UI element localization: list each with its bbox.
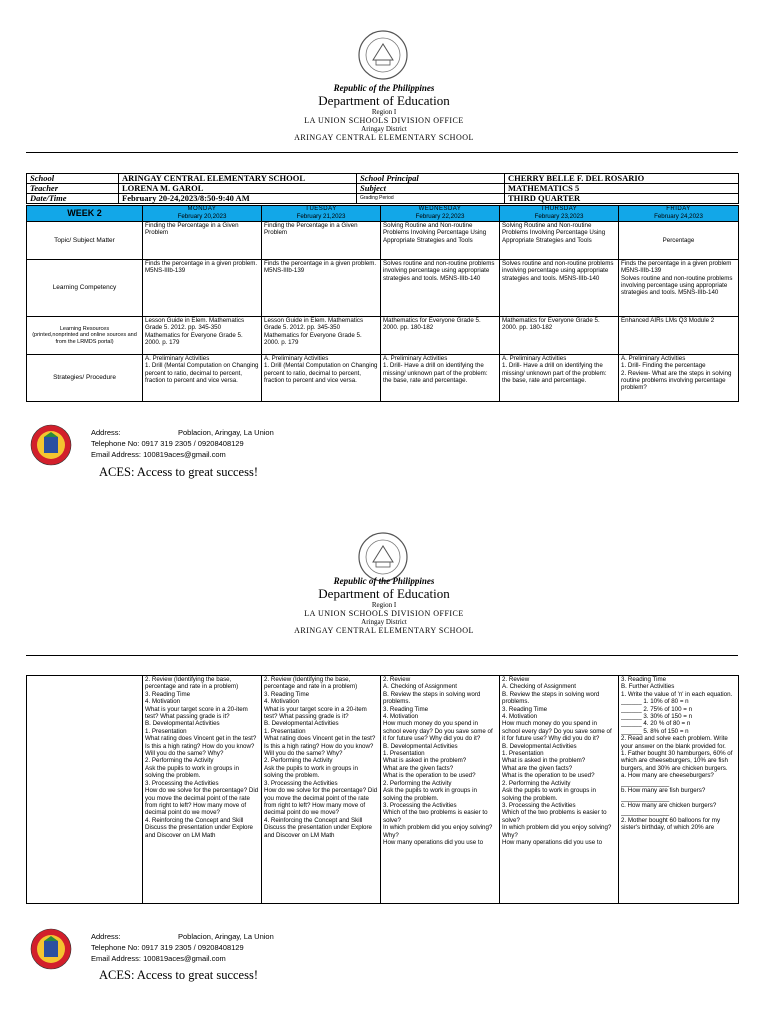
table-cell: 3. Reading Time B. Further Activities 1. Write the value of 'n' in each equation. ______ 1. 10% of 80 = n ______ 2. 75% of 100 = n ______ 3. 30% of 150 = n ______ 4. 20 % of 80 = n ______ 5. 8% of 150 = n 2. Read and solve each problem. Write your answer on the blank provided for. 1. Father bought 30 hamburgers, 60% of which are cheeseburgers, 10% are fish burgers, and 30% are chicken burgers. a. How many are cheeseburgers? ______________ b. How many are fish burgers? ______________ c. How many are chicken burgers? ______________ 2. Mother bought 60 balloons for my sister's birthday, of which 20% are xyxy=(619,676,739,904)
table-cell: Percentage xyxy=(619,221,739,259)
lesson-plan-table-continued xyxy=(26,675,739,904)
strategies-row-continued xyxy=(27,676,739,904)
table-cell: Solving Routine and Non-routine Problems Involving Percentage Using Appropriate Strategies and Tools xyxy=(500,221,619,259)
day-header: TUESDAY February 21,2023 xyxy=(262,206,381,222)
table-cell: 2. Review (Identifying the base, percentage and rate in a problem) 3. Reading Time 4. Motivation What is your target score in a 20-item test? What passing grade is it? B. Developmental Activities 1. Presentation What rating does Vincent get in the test? Is this a high rating? How do you know? Will you do the same? Why? 2. Performing the Activity Ask the pupils to work in groups in solving the problem. 3. Processing the Activities How do we solve for the percentage? Did you move the decimal point of the rate from right to left? How many move of decimal point do we move? 4. Reinforcing the Concept and Skill Discuss the presentation under Explore and Discover on LM Math xyxy=(262,676,381,904)
phone-label: Telephone No: xyxy=(91,943,140,952)
region-text: Region I xyxy=(371,601,397,609)
day-header-row xyxy=(27,206,739,222)
deped-seal-icon xyxy=(358,30,408,80)
letterhead xyxy=(0,576,768,635)
school-logo-icon xyxy=(30,928,72,970)
table-cell: Solving Routine and Non-routine Problems Involving Percentage Using Appropriate Strategies and Tools xyxy=(381,221,500,259)
table-cell: Enhanced AIRs LMs Q3 Module 2 xyxy=(619,316,739,354)
row-label: Learning Competency xyxy=(27,259,143,316)
datetime-value: February 20-24,2023/8:50-9:40 AM xyxy=(119,194,357,204)
letterhead xyxy=(0,83,768,142)
department-text: Department of Education xyxy=(318,93,450,108)
table-cell: A. Preliminary Activities 1. Drill (Mental Computation on Changing percent to ratio, decimal to percent, fraction to percent and vice versa. xyxy=(262,354,381,401)
division-text: LA UNION SCHOOLS DIVISION OFFICE xyxy=(304,116,464,125)
table-cell: Finds the percentage in a given problem. M5NS-IIIb-139 xyxy=(143,259,262,316)
address-value: Poblacion, Aringay, La Union xyxy=(178,932,274,941)
department-text: Department of Education xyxy=(318,586,450,601)
school-label: School xyxy=(27,174,119,184)
strategies-row xyxy=(27,354,739,401)
day-header: FRIDAY February 24,2023 xyxy=(619,206,739,222)
school-text: ARINGAY CENTRAL ELEMENTARY SCHOOL xyxy=(294,133,474,142)
principal-value: CHERRY BELLE F. DEL ROSARIO xyxy=(505,174,739,184)
header-divider xyxy=(26,655,738,656)
row-label: Strategies/ Procedure xyxy=(27,354,143,401)
day-header: THURSDAY February 23,2023 xyxy=(500,206,619,222)
table-cell: Finds the percentage in a given problem. M5NS-IIIb-139 xyxy=(262,259,381,316)
row-label: Learning Resources (printed,nonprinted and online sources and from the LRMDS portal) xyxy=(27,316,143,354)
table-cell: Mathematics for Everyone Grade 5. 2000. pp. 180-182 xyxy=(500,316,619,354)
table-cell: Finding the Percentage in a Given Problem xyxy=(262,221,381,259)
email-label: Email Address: xyxy=(91,954,142,963)
table-cell: Solves routine and non-routine problems involving percentage using appropriate strategies and tools. M5NS-IIIb-140 xyxy=(381,259,500,316)
deped-seal-icon xyxy=(358,532,408,582)
day-header: MONDAY February 20,2023 xyxy=(143,206,262,222)
day-header: WEDNESDAY February 22,2023 xyxy=(381,206,500,222)
phone-value: 0917 319 2305 / 09208408129 xyxy=(141,943,244,952)
email-value: 100819aces@gmail.com xyxy=(143,450,226,459)
republic-text: Republic of the Philippines xyxy=(333,83,435,93)
grading-value: THIRD QUARTER xyxy=(505,194,739,204)
school-text: ARINGAY CENTRAL ELEMENTARY SCHOOL xyxy=(294,626,474,635)
topic-row xyxy=(27,221,739,259)
table-cell: A. Preliminary Activities 1. Drill- Finding the percentage 2. Review- What are the steps in solving routine problems involving percentage problem? xyxy=(619,354,739,401)
table-cell: Lesson Guide in Elem. Mathematics Grade 5. 2012. pp. 345-350 Mathematics for Everyone Grade 5. 2000. p. 179 xyxy=(262,316,381,354)
address-label: Address: xyxy=(91,428,121,437)
email-value: 100819aces@gmail.com xyxy=(143,954,226,963)
table-cell: 2. Review A. Checking of Assignment B. Review the steps in solving word problems. 3. Reading Time 4. Motivation How much money do you spend in school every day? Do you save some of it for future use? Why did you do it? B. Developmental Activities 1. Presentation What is asked in the problem? What are the given facts? What is the operation to be used? 2. Performing the Activity Ask the pupils to work in groups in solving the problem. 3. Processing the Activities Which of the two problems is easier to solve? In which problem did you enjoy solving? Why? How many operations did you use to xyxy=(500,676,619,904)
district-text: Aringay District xyxy=(361,618,407,626)
info-table xyxy=(26,173,739,204)
subject-value: MATHEMATICS 5 xyxy=(505,184,739,194)
teacher-value: LORENA M. GAROL xyxy=(119,184,357,194)
table-cell: Lesson Guide in Elem. Mathematics Grade 5. 2012. pp. 345-350 Mathematics for Everyone Grade 5. 2000. p. 179 xyxy=(143,316,262,354)
address-value: Poblacion, Aringay, La Union xyxy=(178,428,274,437)
phone-value: 0917 319 2305 / 09208408129 xyxy=(141,439,244,448)
teacher-label: Teacher xyxy=(27,184,119,194)
table-cell: Mathematics for Everyone Grade 5. 2000. pp. 180-182 xyxy=(381,316,500,354)
header-divider xyxy=(26,152,738,153)
table-cell: Finds the percentage in a given problem M5NS-IIIb-139 Solves routine and non-routine problems involving percentage using appropriate strategies and tools. M5NS-IIIb-140 xyxy=(619,259,739,316)
subject-label: Subject xyxy=(357,184,505,194)
contact-block xyxy=(91,427,274,460)
principal-label: School Principal xyxy=(357,174,505,184)
lesson-plan-table xyxy=(26,205,739,402)
table-cell: Finding the Percentage in a Given Problem xyxy=(143,221,262,259)
row-label: Topic/ Subject Matter xyxy=(27,221,143,259)
republic-text: Republic of the Philippines xyxy=(333,576,435,586)
district-text: Aringay District xyxy=(361,125,407,133)
email-label: Email Address: xyxy=(91,450,142,459)
slogan: ACES: Access to great success! xyxy=(99,465,258,479)
table-cell: Solves routine and non-routine problems involving percentage using appropriate strategies and tools. M5NS-IIIb-140 xyxy=(500,259,619,316)
address-label: Address: xyxy=(91,932,121,941)
school-value: ARINGAY CENTRAL ELEMENTARY SCHOOL xyxy=(119,174,357,184)
datetime-label: Date/Time xyxy=(27,194,119,204)
division-text: LA UNION SCHOOLS DIVISION OFFICE xyxy=(304,609,464,618)
phone-label: Telephone No: xyxy=(91,439,140,448)
school-logo-icon xyxy=(30,424,72,466)
week-label: WEEK 2 xyxy=(27,206,143,222)
table-cell: A. Preliminary Activities 1. Drill- Have a drill on identifying the missing/ unknown part of the problem: the base, rate and percentage. xyxy=(500,354,619,401)
table-cell: A. Preliminary Activities 1. Drill- Have a drill on identifying the missing/ unknown part of the problem: the base, rate and percentage. xyxy=(381,354,500,401)
row-label xyxy=(27,676,143,904)
table-cell: A. Preliminary Activities 1. Drill (Mental Computation on Changing percent to ratio, decimal to percent, fraction to percent and vice versa. xyxy=(143,354,262,401)
resources-row xyxy=(27,316,739,354)
competency-row xyxy=(27,259,739,316)
grading-label: Grading Period xyxy=(357,194,505,204)
table-cell: 2. Review A. Checking of Assignment B. Review the steps in solving word problems. 3. Reading Time 4. Motivation How much money do you spend in school every day? Do you save some of it for future use? Why did you do it? B. Developmental Activities 1. Presentation What is asked in the problem? What are the given facts? What is the operation to be used? 2. Performing the Activity Ask the pupils to work in groups in solving the problem. 3. Processing the Activities Which of the two problems is easier to solve? In which problem did you enjoy solving? Why? How many operations did you use to xyxy=(381,676,500,904)
contact-block xyxy=(91,931,274,964)
slogan: ACES: Access to great success! xyxy=(99,968,258,982)
region-text: Region I xyxy=(371,108,397,116)
table-cell: 2. Review (Identifying the base, percentage and rate in a problem) 3. Reading Time 4. Motivation What is your target score in a 20-item test? What passing grade is it? B. Developmental Activities 1. Presentation What rating does Vincent get in the test? Is this a high rating? How do you know? Will you do the same? Why? 2. Performing the Activity Ask the pupils to work in groups in solving the problem. 3. Processing the Activities How do we solve for the percentage? Did you move the decimal point of the rate from right to left? How many move of decimal point do we move? 4. Reinforcing the Concept and Skill Discuss the presentation under Explore and Discover on LM Math xyxy=(143,676,262,904)
